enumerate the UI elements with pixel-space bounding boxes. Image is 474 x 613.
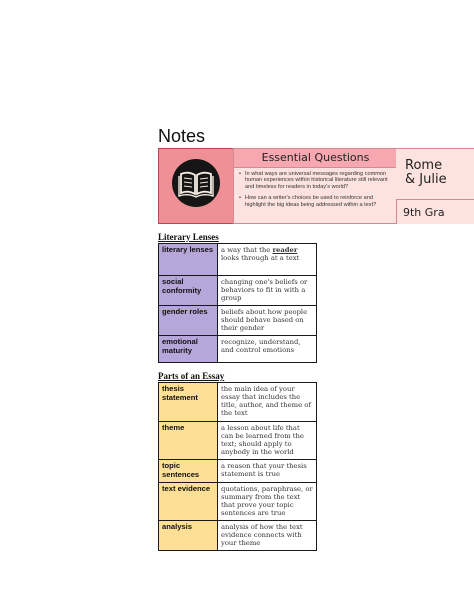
term-cell: text evidence xyxy=(159,483,218,521)
unit-title-line-1: Rome xyxy=(405,158,443,173)
grade-label: 9th Gra xyxy=(403,206,445,219)
definition-cell: recognize, understand, and control emotions xyxy=(218,336,317,363)
unit-title-cell xyxy=(396,148,474,223)
table-row xyxy=(159,460,317,483)
parts-of-essay-table xyxy=(158,382,317,551)
term-cell: theme xyxy=(159,422,218,460)
grade-cell xyxy=(396,199,474,224)
table-row xyxy=(159,383,317,422)
unit-title xyxy=(405,159,447,187)
table-row xyxy=(159,483,317,521)
table-row xyxy=(159,244,317,276)
essential-question-item: • How can a writer's choices be used to reinforce and highlight the big ideas being addressed within a text? xyxy=(239,195,391,208)
literary-lenses-heading: Literary Lenses xyxy=(158,232,219,242)
banner-icon-cell xyxy=(158,148,235,224)
table-row xyxy=(159,306,317,336)
definition-cell: beliefs about how people should behave based on their gender xyxy=(218,306,317,336)
term-cell: analysis xyxy=(159,521,218,551)
term-cell: thesis statement xyxy=(159,383,218,422)
essential-questions-cell xyxy=(233,148,398,224)
term-cell: literary lenses xyxy=(159,244,218,276)
definition-cell: a reason that your thesis statement is true xyxy=(218,460,317,483)
table-row xyxy=(159,521,317,551)
table-row xyxy=(159,422,317,460)
term-cell: topic sentences xyxy=(159,460,218,483)
parts-of-essay-heading: Parts of an Essay xyxy=(158,371,225,381)
definition-cell: changing one's beliefs or behaviors to fit in with a group xyxy=(218,276,317,306)
table-row xyxy=(159,276,317,306)
page-title: Notes xyxy=(158,126,206,146)
definition-text: a way that the xyxy=(221,246,273,254)
term-cell: emotional maturity xyxy=(159,336,218,363)
unit-title-line-2: & Julie xyxy=(405,172,447,187)
emphasized-word: reader xyxy=(272,246,298,254)
literary-lenses-table xyxy=(158,243,317,363)
table-row xyxy=(159,336,317,363)
essential-questions-heading: Essential Questions xyxy=(234,149,397,168)
definition-cell: quotations, paraphrase, or summary from the text that prove your topic sentences are true xyxy=(218,483,317,521)
term-cell: gender roles xyxy=(159,306,218,336)
essential-questions-list xyxy=(239,171,391,213)
essential-questions-banner xyxy=(158,148,474,224)
definition-cell xyxy=(218,244,317,276)
definition-text: looks through at a text xyxy=(221,254,300,262)
definition-cell: the main idea of your essay that includes the title, author, and theme of the text xyxy=(218,383,317,422)
definition-cell: analysis of how the text evidence connects with your theme xyxy=(218,521,317,551)
term-cell: social conformity xyxy=(159,276,218,306)
definition-cell: a lesson about life that can be learned from the text; should apply to anybody in the world xyxy=(218,422,317,460)
open-book-icon xyxy=(172,159,220,207)
essential-question-item: • In what ways are universal messages regarding common human experiences within historical literature still relevant and timeless for readers in today's world? xyxy=(239,171,391,190)
